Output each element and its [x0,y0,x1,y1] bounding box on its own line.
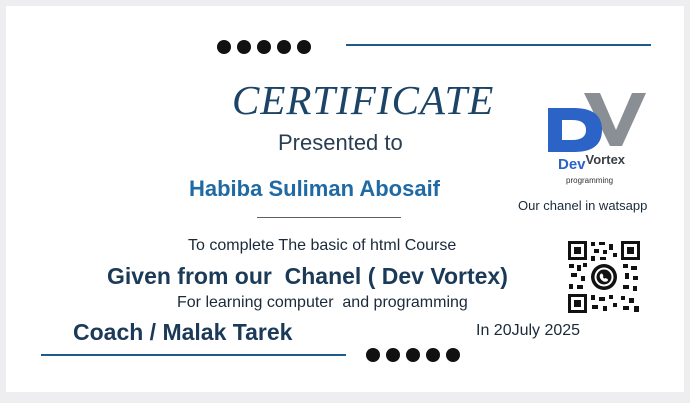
watsapp-caption: Our chanel in watsapp [518,198,648,213]
brand-dev: Dev [558,156,586,173]
given-from: Given from our Chanel ( Dev Vortex) [107,263,508,289]
qr-code-icon [567,240,641,314]
brand-vortex: Vortex [585,152,626,167]
logo-tagline: programming [566,176,614,185]
bottom-line [41,354,346,356]
name-divider: ——————————— [257,208,400,224]
dv-logo-icon [544,90,654,160]
top-line [346,44,651,46]
presented-to: Presented to [278,130,403,155]
qr-code[interactable] [567,240,641,314]
certificate-title: CERTIFICATE [232,77,495,123]
bottom-dots [366,348,460,362]
coach-name: Coach / Malak Tarek [73,319,293,345]
issue-date: In 20July 2025 [476,322,581,339]
certificate-card [6,6,684,392]
learning-purpose: For learning computer and programming [177,294,468,311]
course-purpose: To complete The basic of html Course [188,237,457,254]
top-dots [217,40,311,54]
recipient-name: Habiba Suliman Abosaif [189,176,441,201]
dev-vortex-logo [544,90,654,190]
